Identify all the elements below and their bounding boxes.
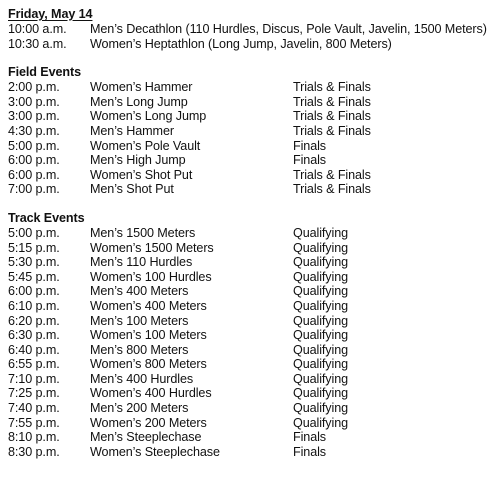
multi-events-list <box>8 22 499 51</box>
event-time: 5:00 p.m. <box>8 138 60 153</box>
event-name: Men’s 400 Meters <box>90 284 189 299</box>
schedule-row <box>8 386 499 401</box>
schedule-row <box>8 299 499 314</box>
schedule-row <box>8 357 499 372</box>
event-name: Men’s Long Jump <box>90 94 188 109</box>
event-name: Women’s Hammer <box>90 80 193 95</box>
schedule-row <box>8 22 499 37</box>
event-time: 7:25 p.m. <box>8 386 60 401</box>
event-name: Women’s 400 Hurdles <box>90 386 212 401</box>
event-name: Women’s 1500 Meters <box>90 240 214 255</box>
event-name: Men’s 100 Meters <box>90 313 189 328</box>
schedule-row <box>8 343 499 358</box>
event-status: Qualifying <box>293 313 349 328</box>
schedule-row <box>8 139 499 154</box>
event-name: Men’s 400 Hurdles <box>90 371 194 386</box>
schedule-row <box>8 255 499 270</box>
event-name: Women’s Long Jump <box>90 109 207 124</box>
schedule-row <box>8 241 499 256</box>
event-name: Men’s 110 Hurdles <box>90 255 193 270</box>
event-name: Women’s Heptathlon (Long Jump, Javelin, 800 Meters) <box>90 36 392 51</box>
schedule-row <box>8 226 499 241</box>
field-events-heading: Field Events <box>8 65 81 80</box>
event-time: 7:40 p.m. <box>8 401 60 416</box>
event-name: Men’s Hammer <box>90 123 174 138</box>
event-status: Qualifying <box>293 357 349 372</box>
schedule-row <box>8 430 499 445</box>
schedule-row <box>8 124 499 139</box>
event-time: 7:10 p.m. <box>8 371 60 386</box>
schedule-row <box>8 270 499 285</box>
event-name: Men’s High Jump <box>90 153 186 168</box>
event-time: 6:00 p.m. <box>8 153 60 168</box>
event-time: 7:00 p.m. <box>8 182 60 197</box>
event-name: Men’s 1500 Meters <box>90 225 196 240</box>
event-status: Qualifying <box>293 328 349 343</box>
event-status: Finals <box>293 153 326 168</box>
event-time: 2:00 p.m. <box>8 80 60 95</box>
event-status: Finals <box>293 138 326 153</box>
event-status: Qualifying <box>293 240 349 255</box>
schedule-row <box>8 328 499 343</box>
event-status: Trials & Finals <box>293 182 371 197</box>
event-status: Qualifying <box>293 255 349 270</box>
field-events-list <box>8 80 499 197</box>
event-status: Finals <box>293 444 326 459</box>
event-time: 7:55 p.m. <box>8 415 60 430</box>
event-time: 5:15 p.m. <box>8 240 60 255</box>
event-status: Trials & Finals <box>293 109 371 124</box>
event-time: 8:10 p.m. <box>8 430 60 445</box>
event-name: Men’s Steeplechase <box>90 430 202 445</box>
event-status: Qualifying <box>293 342 349 357</box>
schedule-row <box>8 153 499 168</box>
event-status: Qualifying <box>293 225 349 240</box>
schedule-row <box>8 37 499 52</box>
event-name: Women’s 100 Hurdles <box>90 269 212 284</box>
event-time: 6:00 p.m. <box>8 284 60 299</box>
event-time: 8:30 p.m. <box>8 444 60 459</box>
event-status: Qualifying <box>293 284 349 299</box>
event-time: 6:00 p.m. <box>8 167 60 182</box>
event-time: 6:10 p.m. <box>8 298 60 313</box>
event-name: Men’s 200 Meters <box>90 401 189 416</box>
schedule-row <box>8 95 499 110</box>
event-time: 6:55 p.m. <box>8 357 60 372</box>
event-name: Women’s Shot Put <box>90 167 193 182</box>
event-status: Trials & Finals <box>293 80 371 95</box>
event-time: 6:30 p.m. <box>8 328 60 343</box>
event-name: Women’s Pole Vault <box>90 138 201 153</box>
event-name: Women’s Steeplechase <box>90 444 220 459</box>
event-time: 3:00 p.m. <box>8 94 60 109</box>
event-status: Trials & Finals <box>293 167 371 182</box>
event-status: Qualifying <box>293 386 349 401</box>
schedule-row <box>8 416 499 431</box>
event-name: Men’s 800 Meters <box>90 342 189 357</box>
event-name: Men’s Decathlon (110 Hurdles, Discus, Pole Vault, Javelin, 1500 Meters) <box>90 22 487 36</box>
schedule-row <box>8 372 499 387</box>
day-heading: Friday, May 14 <box>8 7 93 21</box>
event-time: 10:30 a.m. <box>8 36 67 51</box>
event-time: 5:30 p.m. <box>8 255 60 270</box>
schedule-row <box>8 445 499 460</box>
event-status: Qualifying <box>293 401 349 416</box>
event-status: Trials & Finals <box>293 123 371 138</box>
schedule-row <box>8 109 499 124</box>
event-status: Qualifying <box>293 415 349 430</box>
event-name: Women’s 400 Meters <box>90 298 207 313</box>
event-status: Finals <box>293 430 326 445</box>
event-time: 6:40 p.m. <box>8 342 60 357</box>
schedule-row <box>8 80 499 95</box>
schedule-row <box>8 182 499 197</box>
track-events-list <box>8 226 499 460</box>
event-time: 4:30 p.m. <box>8 123 60 138</box>
event-status: Qualifying <box>293 371 349 386</box>
schedule-row <box>8 168 499 183</box>
event-status: Qualifying <box>293 269 349 284</box>
schedule-row <box>8 284 499 299</box>
track-events-heading: Track Events <box>8 210 85 225</box>
event-status: Trials & Finals <box>293 94 371 109</box>
schedule-row <box>8 401 499 416</box>
event-time: 3:00 p.m. <box>8 109 60 124</box>
event-time: 5:45 p.m. <box>8 269 60 284</box>
event-name: Women’s 800 Meters <box>90 357 207 372</box>
schedule-row <box>8 314 499 329</box>
event-name: Women’s 200 Meters <box>90 415 207 430</box>
event-time: 6:20 p.m. <box>8 313 60 328</box>
event-name: Women’s 100 Meters <box>90 328 207 343</box>
event-time: 10:00 a.m. <box>8 22 67 36</box>
event-status: Qualifying <box>293 298 349 313</box>
event-time: 5:00 p.m. <box>8 225 60 240</box>
event-name: Men’s Shot Put <box>90 182 174 197</box>
